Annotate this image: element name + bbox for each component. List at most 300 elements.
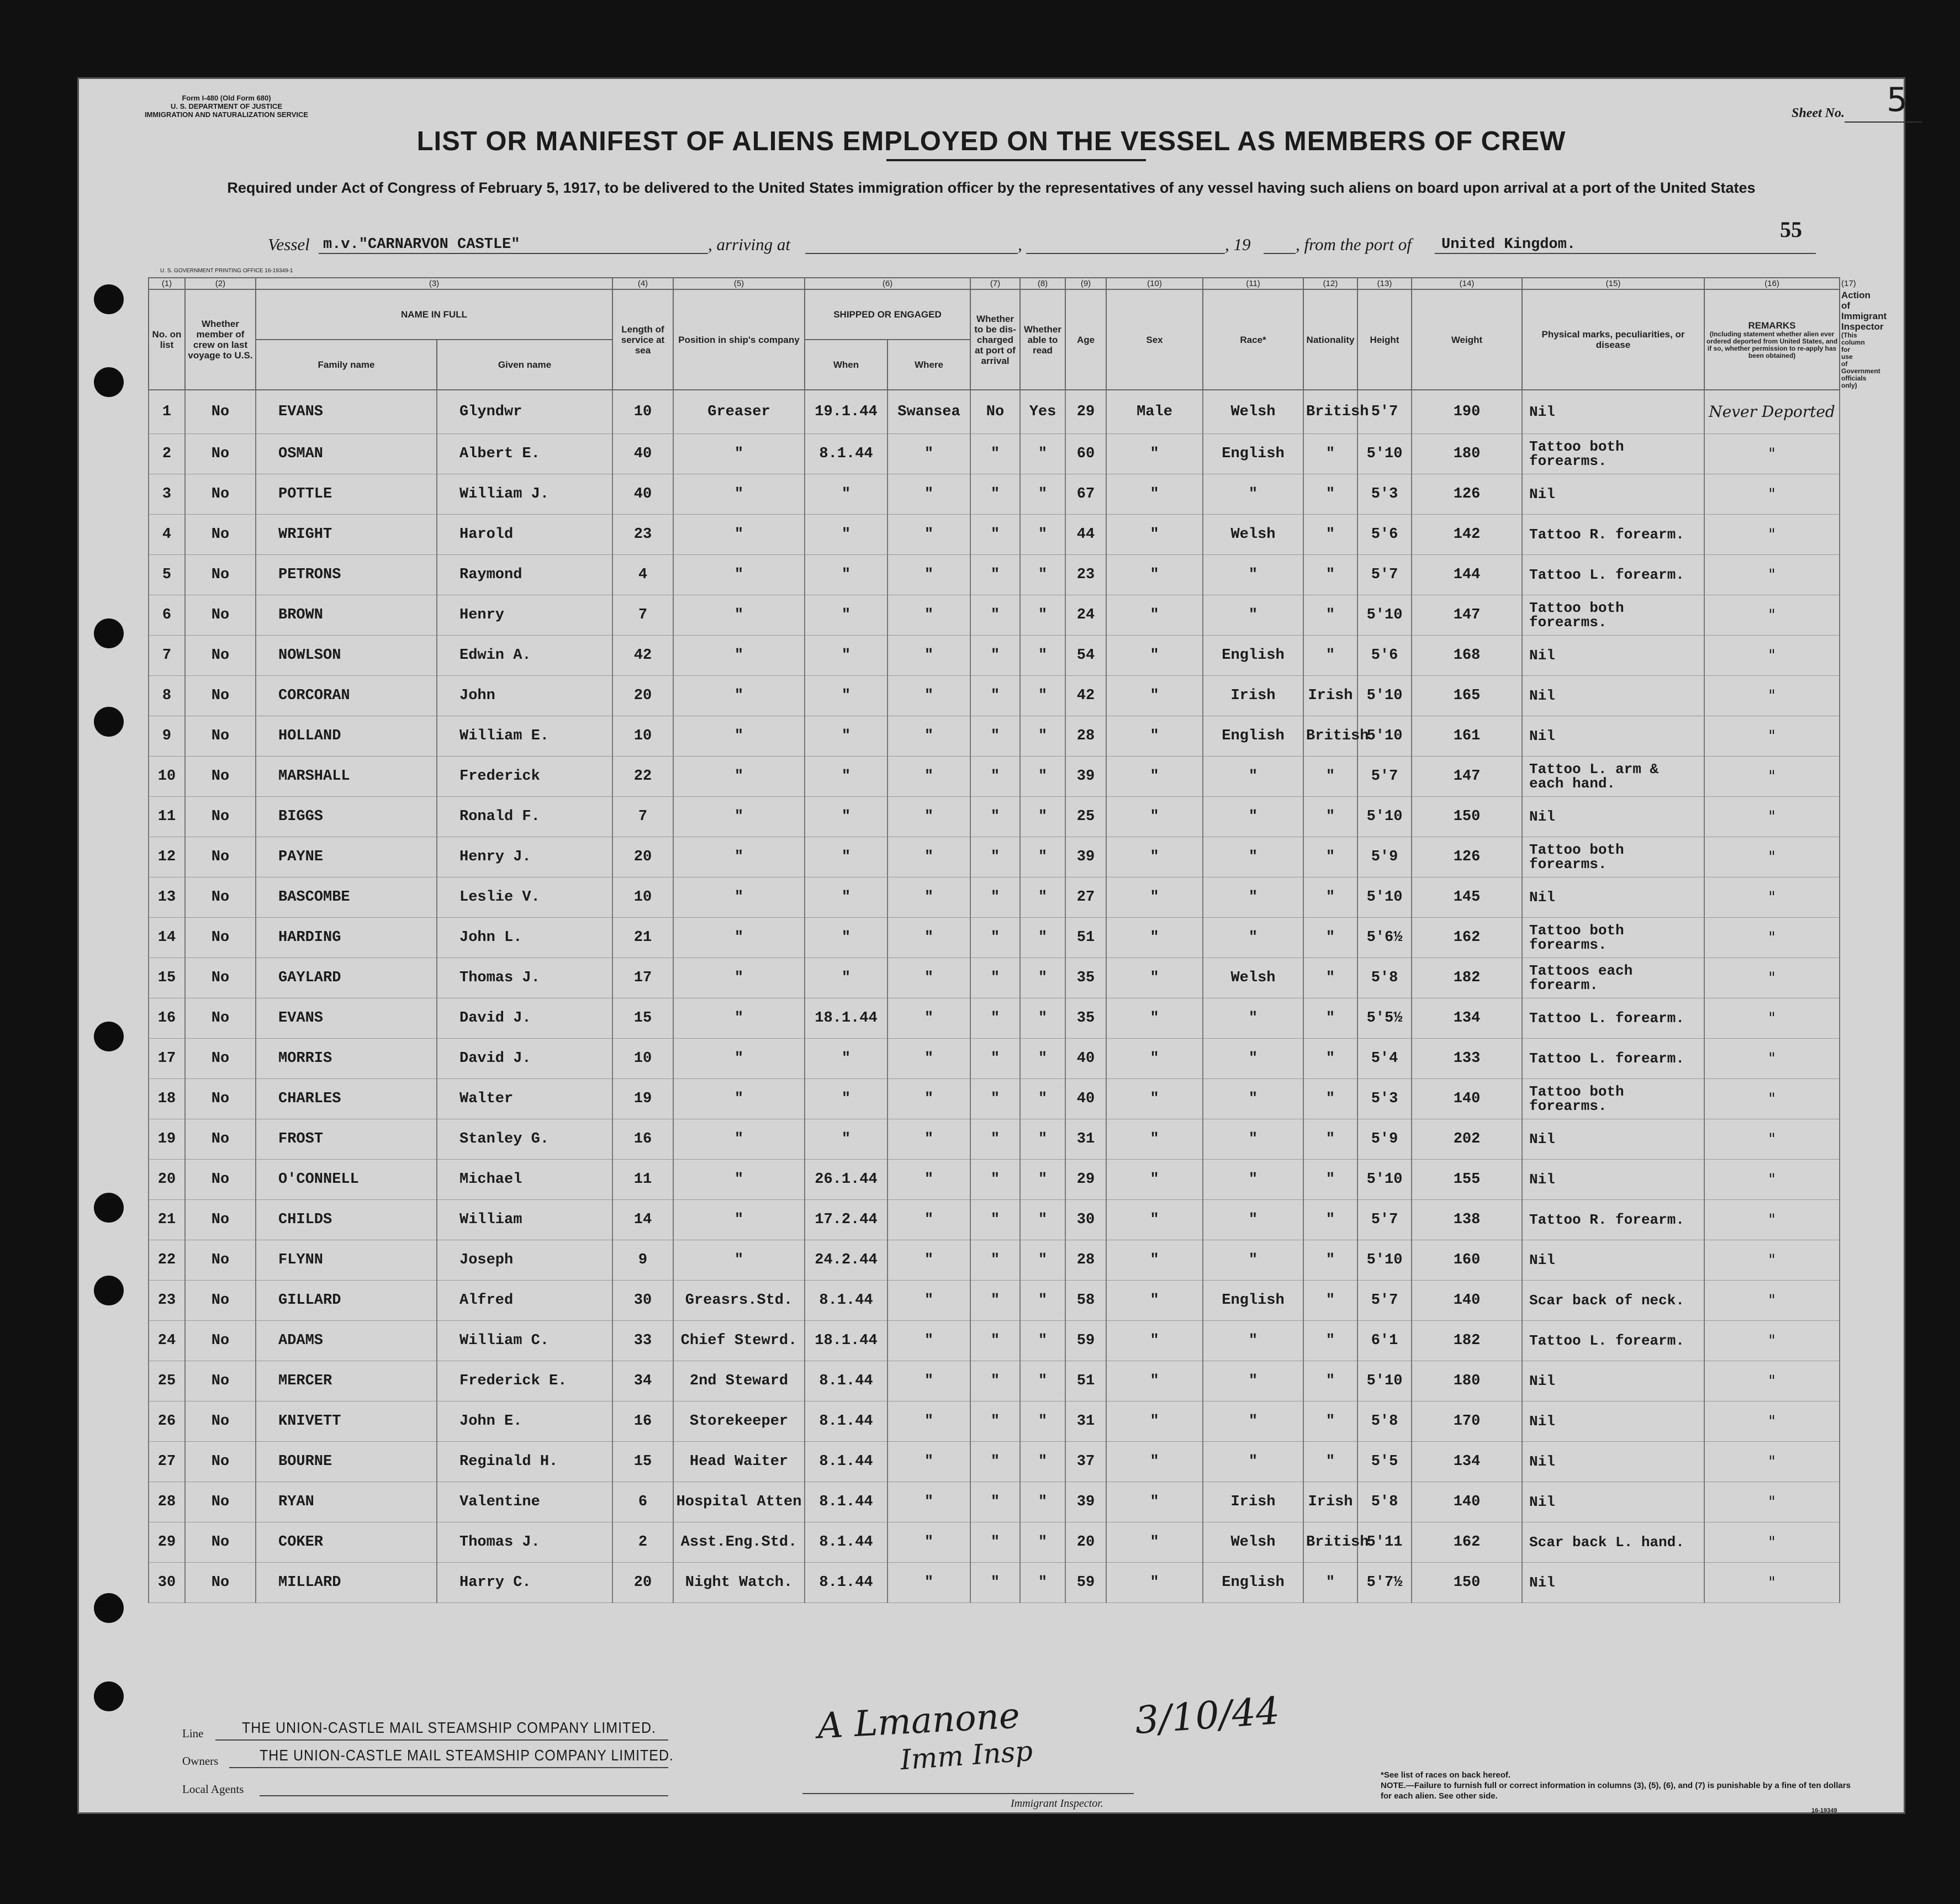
cell-last-voyage: No xyxy=(185,716,256,757)
cell-sex: " xyxy=(1106,595,1203,636)
cell-position: Asst.Eng.Std. xyxy=(673,1522,805,1563)
cell-weight: 202 xyxy=(1412,1119,1522,1160)
cell-discharged: " xyxy=(970,837,1020,877)
cell-service-years: 22 xyxy=(612,757,673,797)
cell-sex: " xyxy=(1106,958,1203,998)
cell-shipped-where: " xyxy=(887,757,970,797)
table-row xyxy=(149,1240,1840,1281)
cell-row-number: 20 xyxy=(149,1160,185,1200)
cell-last-voyage: No xyxy=(185,1361,256,1401)
cell-position: Greasrs.Std. xyxy=(673,1281,805,1321)
cell-nationality: " xyxy=(1303,1442,1357,1482)
cell-able-to-read: " xyxy=(1020,1039,1065,1079)
line-value-stamp: THE UNION-CASTLE MAIL STEAMSHIP COMPANY LIMITED. xyxy=(242,1719,656,1737)
cell-given-name: Stanley G. xyxy=(437,1119,612,1160)
cell-shipped-where: " xyxy=(887,1200,970,1240)
cell-family-name: WRIGHT xyxy=(256,515,437,555)
owners-label: Owners xyxy=(182,1754,219,1768)
cell-weight: 138 xyxy=(1412,1200,1522,1240)
cell-nationality: British xyxy=(1303,1522,1357,1563)
cell-weight: 144 xyxy=(1412,555,1522,595)
cell-physical-marks: Nil xyxy=(1522,474,1704,515)
from-port-value: United Kingdom. xyxy=(1441,236,1576,253)
cell-service-years: 23 xyxy=(612,515,673,555)
cell-position: " xyxy=(673,1240,805,1281)
cell-race: " xyxy=(1203,1160,1303,1200)
cell-sex: " xyxy=(1106,1563,1203,1603)
cell-family-name: EVANS xyxy=(256,390,437,434)
printer-note: U. S. GOVERNMENT PRINTING OFFICE 16-19349-1 xyxy=(160,268,293,274)
cell-family-name: GAYLARD xyxy=(256,958,437,998)
cell-position: " xyxy=(673,636,805,676)
cell-given-name: William E. xyxy=(437,716,612,757)
cell-race: " xyxy=(1203,1240,1303,1281)
cell-service-years: 10 xyxy=(612,716,673,757)
cell-given-name: David J. xyxy=(437,998,612,1039)
cell-family-name: NOWLSON xyxy=(256,636,437,676)
cell-able-to-read: " xyxy=(1020,1240,1065,1281)
cell-physical-marks: Nil xyxy=(1522,1563,1704,1603)
cell-height: 5'8 xyxy=(1357,1401,1412,1442)
cell-discharged: " xyxy=(970,1442,1020,1482)
cell-age: 27 xyxy=(1065,877,1106,918)
footer-notes xyxy=(1381,1770,1861,1801)
col-family-name: Family name xyxy=(256,340,437,390)
cell-shipped-when: 18.1.44 xyxy=(805,998,887,1039)
cell-shipped-when: 8.1.44 xyxy=(805,1442,887,1482)
cell-able-to-read: " xyxy=(1020,1281,1065,1321)
cell-remarks: " xyxy=(1704,1442,1840,1482)
cell-height: 5'7 xyxy=(1357,1200,1412,1240)
cell-position: " xyxy=(673,757,805,797)
cell-sex: " xyxy=(1106,1482,1203,1522)
cell-row-number: 8 xyxy=(149,676,185,716)
table-row xyxy=(149,877,1840,918)
cell-able-to-read: " xyxy=(1020,434,1065,474)
cell-shipped-when: 19.1.44 xyxy=(805,390,887,434)
cell-shipped-when: 8.1.44 xyxy=(805,1563,887,1603)
cell-height: 5'10 xyxy=(1357,434,1412,474)
cell-discharged: " xyxy=(970,515,1020,555)
cell-discharged: " xyxy=(970,636,1020,676)
cell-last-voyage: No xyxy=(185,1240,256,1281)
cell-service-years: 14 xyxy=(612,1200,673,1240)
cell-remarks: " xyxy=(1704,1160,1840,1200)
arriving-comma: , xyxy=(1018,235,1022,254)
col-remarks xyxy=(1704,289,1840,390)
cell-sex: " xyxy=(1106,998,1203,1039)
cell-sex: " xyxy=(1106,1281,1203,1321)
cell-last-voyage: No xyxy=(185,1200,256,1240)
cell-service-years: 11 xyxy=(612,1160,673,1200)
cell-last-voyage: No xyxy=(185,918,256,958)
cell-height: 5'4 xyxy=(1357,1039,1412,1079)
cell-sex: " xyxy=(1106,1079,1203,1119)
cell-family-name: BASCOMBE xyxy=(256,877,437,918)
footer-code: 16-19349 xyxy=(1811,1807,1837,1814)
cell-race: " xyxy=(1203,757,1303,797)
cell-family-name: HOLLAND xyxy=(256,716,437,757)
cell-physical-marks: Nil xyxy=(1522,797,1704,837)
cell-row-number: 7 xyxy=(149,636,185,676)
cell-given-name: Glyndwr xyxy=(437,390,612,434)
cell-nationality: Irish xyxy=(1303,676,1357,716)
cell-discharged: " xyxy=(970,1039,1020,1079)
cell-sex: " xyxy=(1106,1119,1203,1160)
cell-height: 5'10 xyxy=(1357,595,1412,636)
cell-able-to-read: " xyxy=(1020,595,1065,636)
cell-nationality: " xyxy=(1303,797,1357,837)
cell-remarks: " xyxy=(1704,1522,1840,1563)
cell-able-to-read: " xyxy=(1020,555,1065,595)
cell-discharged: " xyxy=(970,918,1020,958)
title-underline xyxy=(886,159,1146,161)
cell-nationality: " xyxy=(1303,1119,1357,1160)
cell-family-name: COKER xyxy=(256,1522,437,1563)
cell-able-to-read: " xyxy=(1020,1200,1065,1240)
cell-nationality: " xyxy=(1303,1361,1357,1401)
cell-age: 67 xyxy=(1065,474,1106,515)
cell-family-name: EVANS xyxy=(256,998,437,1039)
cell-height: 5'7 xyxy=(1357,757,1412,797)
col-age: Age xyxy=(1065,289,1106,390)
cell-remarks: " xyxy=(1704,877,1840,918)
cell-shipped-where: " xyxy=(887,797,970,837)
cell-position: Storekeeper xyxy=(673,1401,805,1442)
binder-hole xyxy=(94,1022,124,1051)
cell-physical-marks: Nil xyxy=(1522,1442,1704,1482)
cell-given-name: Valentine xyxy=(437,1482,612,1522)
cell-height: 5'6 xyxy=(1357,515,1412,555)
cell-race: " xyxy=(1203,1401,1303,1442)
cell-physical-marks: Nil xyxy=(1522,877,1704,918)
cell-able-to-read: " xyxy=(1020,1160,1065,1200)
cell-row-number: 13 xyxy=(149,877,185,918)
cell-service-years: 10 xyxy=(612,390,673,434)
cell-row-number: 17 xyxy=(149,1039,185,1079)
cell-remarks: " xyxy=(1704,1281,1840,1321)
table-row xyxy=(149,595,1840,636)
cell-remarks: " xyxy=(1704,676,1840,716)
table-row xyxy=(149,555,1840,595)
binder-hole xyxy=(94,618,124,648)
cell-row-number: 14 xyxy=(149,918,185,958)
cell-family-name: MORRIS xyxy=(256,1039,437,1079)
cell-last-voyage: No xyxy=(185,1442,256,1482)
cell-height: 5'8 xyxy=(1357,1482,1412,1522)
cell-shipped-where: " xyxy=(887,595,970,636)
col-weight: Weight xyxy=(1412,289,1522,390)
cell-remarks: " xyxy=(1704,837,1840,877)
cell-family-name: PETRONS xyxy=(256,555,437,595)
cell-position: " xyxy=(673,877,805,918)
cell-nationality: " xyxy=(1303,757,1357,797)
cell-height: 5'10 xyxy=(1357,676,1412,716)
cell-given-name: Harold xyxy=(437,515,612,555)
cell-discharged: " xyxy=(970,1281,1020,1321)
cell-age: 39 xyxy=(1065,837,1106,877)
cell-weight: 150 xyxy=(1412,1563,1522,1603)
cell-shipped-when: 8.1.44 xyxy=(805,1401,887,1442)
cell-race: " xyxy=(1203,797,1303,837)
cell-last-voyage: No xyxy=(185,837,256,877)
cell-last-voyage: No xyxy=(185,1563,256,1603)
cell-height: 5'7 xyxy=(1357,390,1412,434)
cell-shipped-when: 8.1.44 xyxy=(805,1482,887,1522)
cell-position: Greaser xyxy=(673,390,805,434)
cell-height: 5'7 xyxy=(1357,555,1412,595)
table-row xyxy=(149,676,1840,716)
cell-row-number: 24 xyxy=(149,1321,185,1361)
cell-given-name: William C. xyxy=(437,1321,612,1361)
cell-shipped-where: " xyxy=(887,434,970,474)
cell-height: 5'3 xyxy=(1357,474,1412,515)
cell-row-number: 28 xyxy=(149,1482,185,1522)
cell-weight: 140 xyxy=(1412,1079,1522,1119)
department-name: U. S. DEPARTMENT OF JUSTICE xyxy=(171,102,282,110)
cell-age: 28 xyxy=(1065,716,1106,757)
cell-physical-marks: Tattoo both forearms. xyxy=(1522,434,1704,474)
cell-race: English xyxy=(1203,1563,1303,1603)
cell-physical-marks: Tattoo L. forearm. xyxy=(1522,1321,1704,1361)
cell-remarks: " xyxy=(1704,1321,1840,1361)
cell-sex: " xyxy=(1106,1200,1203,1240)
cell-row-number: 26 xyxy=(149,1401,185,1442)
cell-able-to-read: " xyxy=(1020,676,1065,716)
cell-discharged: " xyxy=(970,676,1020,716)
table-row xyxy=(149,716,1840,757)
cell-age: 60 xyxy=(1065,434,1106,474)
cell-shipped-when: " xyxy=(805,474,887,515)
cell-discharged: " xyxy=(970,1240,1020,1281)
cell-family-name: CHILDS xyxy=(256,1200,437,1240)
col-height: Height xyxy=(1357,289,1412,390)
cell-discharged: " xyxy=(970,1361,1020,1401)
cell-height: 5'10 xyxy=(1357,1160,1412,1200)
cell-last-voyage: No xyxy=(185,555,256,595)
cell-able-to-read: " xyxy=(1020,918,1065,958)
cell-shipped-when: 18.1.44 xyxy=(805,1321,887,1361)
cell-weight: 168 xyxy=(1412,636,1522,676)
cell-last-voyage: No xyxy=(185,1401,256,1442)
cell-row-number: 21 xyxy=(149,1200,185,1240)
cell-service-years: 42 xyxy=(612,636,673,676)
cell-age: 42 xyxy=(1065,676,1106,716)
cell-weight: 182 xyxy=(1412,1321,1522,1361)
cell-race: Irish xyxy=(1203,1482,1303,1522)
cell-age: 37 xyxy=(1065,1442,1106,1482)
cell-able-to-read: " xyxy=(1020,1321,1065,1361)
page-subtitle: Required under Act of Congress of February 5, 1917, to be delivered to the United States immigration officer by the representatives of any vessel having such aliens on board upon arrival at a port of the United States xyxy=(227,179,1756,196)
manifest-sheet xyxy=(77,77,1908,1814)
col-discharged: Whether to be dis-charged at port of arrival xyxy=(970,289,1020,390)
cell-remarks: " xyxy=(1704,555,1840,595)
vessel-name: m.v."CARNARVON CASTLE" xyxy=(323,236,520,253)
cell-discharged: " xyxy=(970,434,1020,474)
cell-able-to-read: " xyxy=(1020,716,1065,757)
cell-shipped-where: Swansea xyxy=(887,390,970,434)
cell-physical-marks: Nil xyxy=(1522,1240,1704,1281)
cell-discharged: " xyxy=(970,716,1020,757)
cell-remarks: " xyxy=(1704,1079,1840,1119)
cell-shipped-where: " xyxy=(887,1563,970,1603)
cell-physical-marks: Nil xyxy=(1522,1482,1704,1522)
cell-physical-marks: Scar back of neck. xyxy=(1522,1281,1704,1321)
table-row xyxy=(149,1522,1840,1563)
cell-shipped-where: " xyxy=(887,716,970,757)
cell-age: 29 xyxy=(1065,390,1106,434)
table-row xyxy=(149,998,1840,1039)
page-corner-number: 55 xyxy=(1780,217,1802,242)
cell-sex: " xyxy=(1106,676,1203,716)
cell-service-years: 16 xyxy=(612,1401,673,1442)
sheet-number-value: 5 xyxy=(1887,81,1908,119)
cell-sex: " xyxy=(1106,1039,1203,1079)
cell-race: " xyxy=(1203,474,1303,515)
cell-shipped-where: " xyxy=(887,1522,970,1563)
cell-height: 5'6 xyxy=(1357,636,1412,676)
cell-physical-marks: Tattoo L. forearm. xyxy=(1522,555,1704,595)
cell-position: " xyxy=(673,998,805,1039)
cell-age: 23 xyxy=(1065,555,1106,595)
cell-family-name: POTTLE xyxy=(256,474,437,515)
col-where: Where xyxy=(887,340,970,390)
cell-given-name: Ronald F. xyxy=(437,797,612,837)
table-row xyxy=(149,1039,1840,1079)
cell-nationality: " xyxy=(1303,555,1357,595)
inspector-signature-title: Imm Insp xyxy=(899,1734,1034,1776)
cell-able-to-read: " xyxy=(1020,1442,1065,1482)
cell-discharged: " xyxy=(970,1522,1020,1563)
cell-remarks: " xyxy=(1704,1039,1840,1079)
cell-height: 5'9 xyxy=(1357,837,1412,877)
col-position: Position in ship's company xyxy=(673,289,805,390)
cell-last-voyage: No xyxy=(185,1079,256,1119)
cell-service-years: 19 xyxy=(612,1079,673,1119)
cell-last-voyage: No xyxy=(185,1039,256,1079)
cell-shipped-when: " xyxy=(805,918,887,958)
cell-service-years: 9 xyxy=(612,1240,673,1281)
cell-service-years: 7 xyxy=(612,595,673,636)
cell-given-name: Thomas J. xyxy=(437,958,612,998)
cell-nationality: " xyxy=(1303,1240,1357,1281)
cell-weight: 162 xyxy=(1412,1522,1522,1563)
cell-shipped-when: " xyxy=(805,595,887,636)
cell-able-to-read: " xyxy=(1020,958,1065,998)
cell-given-name: David J. xyxy=(437,1039,612,1079)
cell-given-name: John L. xyxy=(437,918,612,958)
cell-row-number: 27 xyxy=(149,1442,185,1482)
cell-row-number: 15 xyxy=(149,958,185,998)
cell-shipped-where: " xyxy=(887,1079,970,1119)
cell-able-to-read: " xyxy=(1020,636,1065,676)
cell-last-voyage: No xyxy=(185,434,256,474)
cell-shipped-where: " xyxy=(887,877,970,918)
cell-shipped-when: 8.1.44 xyxy=(805,1281,887,1321)
cell-age: 40 xyxy=(1065,1039,1106,1079)
cell-age: 39 xyxy=(1065,1482,1106,1522)
cell-row-number: 16 xyxy=(149,998,185,1039)
cell-nationality: " xyxy=(1303,1401,1357,1442)
cell-shipped-where: " xyxy=(887,555,970,595)
cell-nationality: British xyxy=(1303,390,1357,434)
cell-physical-marks: Tattoos each forearm. xyxy=(1522,958,1704,998)
cell-row-number: 29 xyxy=(149,1522,185,1563)
cell-able-to-read: " xyxy=(1020,797,1065,837)
table-row xyxy=(149,434,1840,474)
cell-family-name: CORCORAN xyxy=(256,676,437,716)
binder-hole xyxy=(94,1681,124,1711)
cell-shipped-when: " xyxy=(805,676,887,716)
signature-line xyxy=(802,1793,1134,1794)
cell-remarks: " xyxy=(1704,1401,1840,1442)
cell-sex: " xyxy=(1106,1160,1203,1200)
cell-race: English xyxy=(1203,434,1303,474)
col-able-to-read: Whether able to read xyxy=(1020,289,1065,390)
cell-height: 5'3 xyxy=(1357,1079,1412,1119)
cell-sex: " xyxy=(1106,877,1203,918)
cell-weight: 142 xyxy=(1412,515,1522,555)
cell-service-years: 15 xyxy=(612,998,673,1039)
cell-position: " xyxy=(673,555,805,595)
cell-height: 5'7½ xyxy=(1357,1563,1412,1603)
cell-race: English xyxy=(1203,636,1303,676)
cell-height: 5'11 xyxy=(1357,1522,1412,1563)
cell-row-number: 25 xyxy=(149,1361,185,1401)
cell-last-voyage: No xyxy=(185,877,256,918)
cell-given-name: Henry xyxy=(437,595,612,636)
cell-service-years: 10 xyxy=(612,1039,673,1079)
cell-able-to-read: " xyxy=(1020,1522,1065,1563)
cell-service-years: 16 xyxy=(612,1119,673,1160)
cell-discharged: No xyxy=(970,390,1020,434)
cell-given-name: William xyxy=(437,1200,612,1240)
table-row xyxy=(149,1361,1840,1401)
cell-sex: " xyxy=(1106,837,1203,877)
races-note: *See list of races on back hereof. xyxy=(1381,1770,1511,1780)
inspection-date: 3/10/44 xyxy=(1133,1689,1281,1743)
penalty-note: NOTE.—Failure to furnish full or correct information in columns (3), (5), (6), and (7) is punishable by a fine of ten dollars for each alien. See other side. xyxy=(1381,1781,1851,1801)
cell-position: " xyxy=(673,837,805,877)
cell-age: 30 xyxy=(1065,1200,1106,1240)
cell-nationality: " xyxy=(1303,1563,1357,1603)
cell-age: 59 xyxy=(1065,1321,1106,1361)
cell-position: Chief Stewrd. xyxy=(673,1321,805,1361)
cell-shipped-when: " xyxy=(805,1079,887,1119)
cell-shipped-when: 24.2.44 xyxy=(805,1240,887,1281)
cell-remarks: " xyxy=(1704,515,1840,555)
sheet-number xyxy=(1792,81,1908,121)
table-row xyxy=(149,1401,1840,1442)
cell-shipped-where: " xyxy=(887,1240,970,1281)
cell-physical-marks: Tattoo R. forearm. xyxy=(1522,515,1704,555)
cell-physical-marks: Tattoo L. forearm. xyxy=(1522,998,1704,1039)
cell-sex: " xyxy=(1106,1522,1203,1563)
cell-able-to-read: " xyxy=(1020,837,1065,877)
cell-shipped-when: 8.1.44 xyxy=(805,1522,887,1563)
column-number-row: (1) (2) (3) (4) (5) (6) (7) (8) (9) (10) (11) (12) (13) (14) (15) (16) (17) xyxy=(149,278,1840,289)
cell-race: " xyxy=(1203,1361,1303,1401)
cell-able-to-read: " xyxy=(1020,998,1065,1039)
cell-last-voyage: No xyxy=(185,757,256,797)
cell-remarks: " xyxy=(1704,1361,1840,1401)
cell-age: 51 xyxy=(1065,918,1106,958)
cell-given-name: John E. xyxy=(437,1401,612,1442)
cell-race: " xyxy=(1203,1200,1303,1240)
cell-weight: 140 xyxy=(1412,1482,1522,1522)
cell-weight: 134 xyxy=(1412,1442,1522,1482)
table-row xyxy=(149,958,1840,998)
